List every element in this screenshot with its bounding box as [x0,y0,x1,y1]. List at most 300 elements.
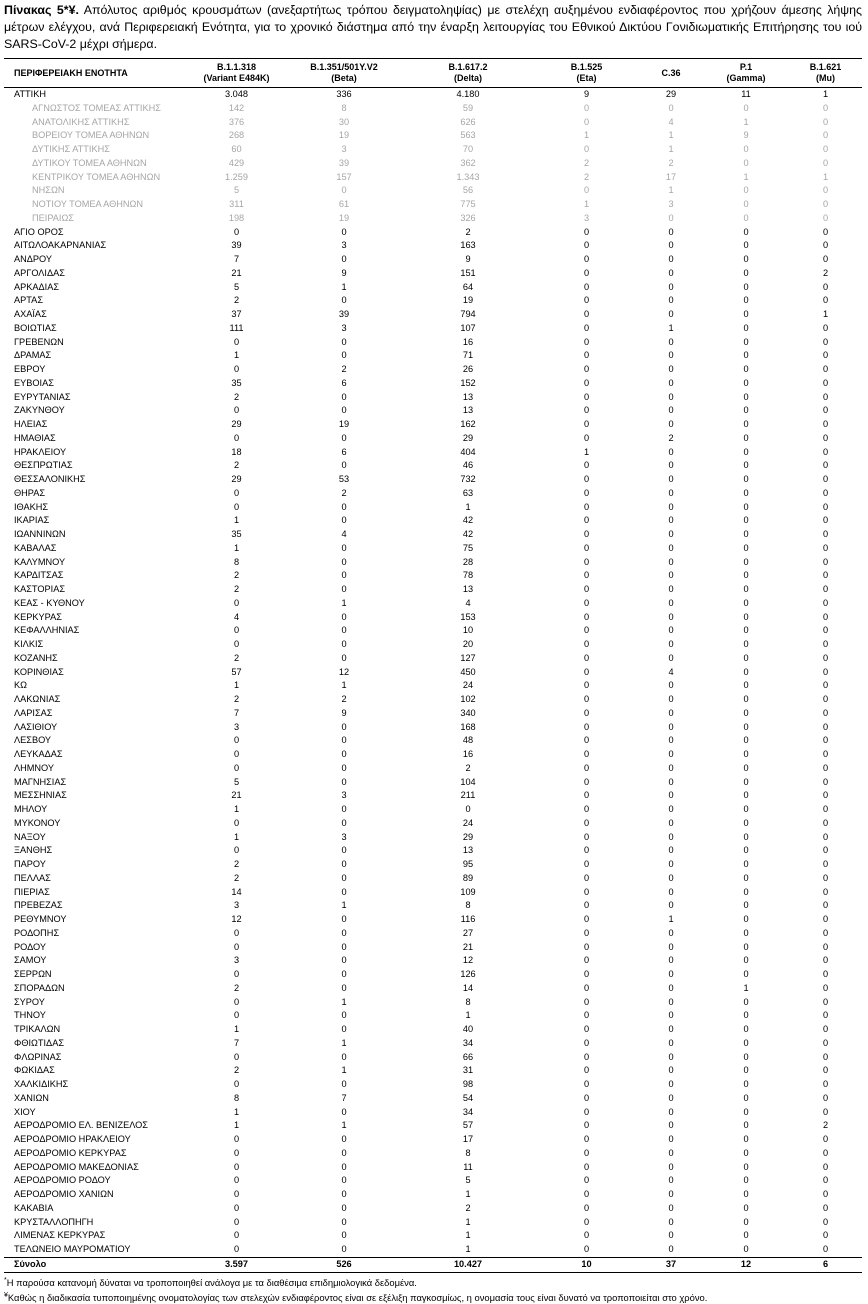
case-count: 0 [341,1175,347,1186]
region-name: ΙΩΑΝΝΙΝΩΝ [14,529,66,539]
column-header-text: (Eta) [576,73,597,83]
case-count: 0 [583,872,590,883]
region-name: ΝΟΤΙΟΥ ΤΟΜΕΑ ΑΘΗΝΩΝ [32,199,144,209]
case-count: 0 [583,474,590,484]
case-count: 0 [583,281,590,292]
case-count: 13 [462,405,474,416]
table-header [4,59,862,88]
region-name: ΔΥΤΙΚΗΣ ΑΤΤΙΚΗΣ [32,144,110,154]
case-count: 0 [668,254,674,264]
case-count: 61 [338,199,350,209]
case-count: 0 [668,762,674,773]
case-count: 0 [822,749,829,759]
case-count: 0 [822,1244,829,1254]
case-count: 0 [341,391,347,402]
case-count: 0 [822,102,829,113]
case-count: 0 [233,501,240,512]
case-count: 2 [233,584,240,594]
region-name: ΘΕΣΣΑΛΟΝΙΚΗΣ [14,474,86,484]
table-row [4,1023,862,1037]
region-name: ΑΕΡΟΔΡΟΜΙΟ ΕΛ. ΒΕΝΙΖΕΛΟΣ [14,1120,148,1131]
case-count: 0 [822,872,829,883]
case-count: 0 [743,474,749,484]
case-count: 0 [743,240,749,251]
case-count: 0 [668,955,674,966]
case-count: 0 [341,639,347,649]
case-count: 29 [231,474,242,484]
subregion-row [4,157,862,171]
case-count: 0 [583,1216,590,1227]
region-name: ΕΒΡΟΥ [14,364,46,374]
case-count: 0 [668,872,674,883]
subregion-row [4,184,862,198]
case-count: 2 [233,391,240,402]
column-header-text: P.1 [739,62,753,72]
case-count: 9 [465,254,471,264]
case-count: 0 [668,597,674,608]
table-row [4,1202,862,1216]
table-row [4,349,862,363]
case-count: 0 [233,762,240,773]
case-count: 16 [462,749,474,759]
table-row [4,996,862,1010]
region-name: ΑΝΔΡΟΥ [14,254,53,264]
column-header-variant [703,59,789,88]
case-count: 0 [668,336,674,347]
case-count: 0 [668,1092,674,1103]
table-row [4,583,862,597]
case-count: 0 [822,157,829,168]
region-name: ΛΑΣΙΘΙΟΥ [14,721,58,732]
case-count: 0 [743,199,749,209]
case-count: 0 [743,281,749,292]
case-count: 0 [583,969,590,979]
table-row [4,968,862,982]
case-count: 0 [822,625,829,636]
region-name: ΧΙΟΥ [14,1106,36,1117]
column-header-text: (Delta) [453,73,482,83]
case-count: 0 [583,419,590,429]
case-count: 0 [341,1189,347,1199]
case-count: 0 [668,776,674,787]
case-count: 0 [822,405,829,416]
case-count: 0 [822,1065,829,1076]
case-count: 0 [743,1010,749,1021]
case-count: 0 [341,1244,347,1254]
case-count: 0 [822,914,829,924]
case-count: 0 [743,969,749,979]
case-count: 0 [822,529,829,539]
region-name: ΗΜΑΘΙΑΣ [14,432,56,443]
table-body [4,88,862,1273]
case-count: 66 [462,1051,474,1062]
table-row [4,886,862,900]
case-count: 0 [822,1161,829,1172]
case-count: 0 [233,1147,240,1158]
column-header-text: C.36 [661,67,681,78]
case-count: 4 [465,597,471,608]
case-count: 116 [460,914,476,924]
case-count: 1 [341,1065,347,1076]
table-row [4,377,862,391]
case-count: 4 [668,116,674,127]
case-count: 0 [743,144,749,154]
case-count: 0 [341,542,347,553]
case-count: 0 [668,1106,674,1117]
subregion-row [4,212,862,226]
case-count: 376 [228,116,245,127]
case-count: 0 [743,1079,749,1089]
table-row [4,336,862,350]
case-count: 13 [462,845,474,856]
case-count: 0 [583,790,590,801]
case-count: 2 [822,267,829,278]
case-count: 53 [338,474,350,484]
case-count: 107 [460,322,476,333]
table-row [4,748,862,762]
case-count: 0 [583,460,590,471]
case-count: 10.427 [402,1257,534,1272]
case-count: 8 [465,996,471,1007]
case-count: 54 [462,1092,474,1103]
case-count: 0 [822,391,829,402]
case-count: 0 [583,529,590,539]
case-count: 5 [233,185,240,196]
region-name: ΡΕΘΥΜΝΟΥ [14,914,67,924]
case-count: 0 [583,817,590,828]
case-count: 0 [743,529,749,539]
table-row [4,542,862,556]
case-count: 46 [462,460,474,471]
case-count: 6 [341,377,347,388]
column-header-variant [187,59,286,88]
case-count: 0 [668,501,674,512]
case-count: 0 [583,639,590,649]
region-name: ΤΕΛΩΝΕΙΟ ΜΑΥΡΟΜΑΤΙΟΥ [14,1244,131,1254]
case-count: 0 [341,1010,347,1021]
case-count: 60 [231,144,242,154]
case-count: 12 [703,1257,789,1272]
case-count: 0 [822,116,829,127]
table-row [4,666,862,680]
case-count: 0 [743,639,749,649]
table-row [4,556,862,570]
case-count: 0 [583,350,590,361]
table-row [4,501,862,515]
case-count: 0 [668,969,674,979]
region-name: ΤΡΙΚΑΛΩΝ [14,1024,61,1034]
case-count: 0 [668,927,674,938]
case-count: 3 [668,199,674,209]
case-count: 12 [231,914,242,924]
case-count: 0 [583,102,590,113]
case-count: 0 [668,804,674,814]
region-name: ΒΟΙΩΤΙΑΣ [14,322,57,333]
region-name: ΑΕΡΟΔΡΟΜΙΟ ΚΕΡΚΥΡΑΣ [14,1147,127,1158]
case-count: 0 [233,336,240,347]
table-row [4,638,862,652]
case-count: 19 [338,212,350,223]
table-row [4,1051,862,1065]
case-count: 0 [743,295,749,306]
case-count: 29 [462,432,474,443]
case-count: 0 [583,749,590,759]
case-count: 0 [668,487,674,498]
case-count: 42 [462,515,474,526]
case-count: 0 [233,1244,240,1254]
case-count: 0 [743,391,749,402]
case-count: 0 [668,405,674,416]
table-row [4,693,862,707]
table-row [4,982,862,996]
region-name: ΑΧΑΪΑΣ [14,309,47,319]
region-name: ΚΩ [14,680,27,691]
case-count: 0 [822,927,829,938]
case-count: 0 [822,831,829,842]
case-count: 0 [341,584,347,594]
case-count: 78 [462,570,474,581]
case-count: 2 [668,432,674,443]
case-count: 7 [233,254,240,264]
case-count: 0 [743,762,749,773]
case-count: 2 [233,694,240,704]
table-row [4,817,862,831]
case-count: 0 [822,1202,829,1213]
case-count: 40 [462,1024,474,1034]
case-count: 0 [341,432,347,443]
case-count: 1 [465,1189,471,1199]
case-count: 0 [668,996,674,1007]
case-count: 0 [743,1120,749,1131]
region-name: ΠΕΙΡΑΙΩΣ [32,212,74,223]
case-count: 0 [822,377,829,388]
case-count: 0 [822,1189,829,1199]
case-count: 0 [668,625,674,636]
case-count: 29 [231,419,242,429]
case-count: 0 [341,185,347,196]
column-header-text: (Beta) [331,73,357,83]
case-count: 1 [465,1010,471,1021]
case-count: 9 [341,267,347,278]
case-count: 0 [743,597,749,608]
table-row [4,1229,862,1243]
case-count: 0 [583,226,590,237]
region-name: ΑΡΓΟΛΙΔΑΣ [14,267,65,278]
table-row [4,899,862,913]
case-count: 21 [231,267,242,278]
subregion-row [4,171,862,185]
case-count: 0 [668,886,674,897]
case-count: 111 [229,322,244,333]
table-row [4,226,862,240]
case-count: 626 [460,116,476,127]
region-name: ΛΕΥΚΑΔΑΣ [14,749,63,759]
subregion-row [4,116,862,130]
case-count: 0 [822,639,829,649]
table-row [4,776,862,790]
case-count: 0 [233,1010,240,1021]
case-count: 1 [341,1037,347,1048]
case-count: 2 [341,694,347,704]
case-count: 1 [341,597,347,608]
footnote-text: Καθώς η διαδικασία τυποποιημένης ονοματολογίας των στελεχών ενδιαφέροντος είναι σε εξέλιξη παγκοσμίως, η ονομασία τους είναι δυνατό να τροποποιείται στο χρόνο. [7,1292,708,1304]
region-name: ΛΗΜΝΟΥ [14,762,55,773]
case-count: 0 [341,1230,347,1241]
case-count: 0 [743,845,749,856]
case-count: 34 [462,1106,474,1117]
case-count: 1 [583,130,590,141]
case-count: 10 [462,625,474,636]
case-count: 0 [822,1037,829,1048]
case-count: 0 [233,1175,240,1186]
case-count: 0 [341,886,347,897]
case-count: 0 [583,1161,590,1172]
case-count: 0 [743,996,749,1007]
case-count: 57 [231,666,242,677]
region-name: ΙΚΑΡΙΑΣ [14,515,50,526]
case-count: 0 [668,707,674,718]
case-count: 0 [465,804,471,814]
case-count: 21 [462,941,474,952]
case-count: 102 [460,694,476,704]
case-count: 48 [462,735,474,746]
case-count: 0 [743,680,749,691]
case-count: 0 [668,570,674,581]
case-count: 0 [822,350,829,361]
case-count: 0 [822,694,829,704]
case-count: 0 [822,845,829,856]
region-name: ΦΛΩΡΙΝΑΣ [14,1051,62,1062]
case-count: 0 [341,336,347,347]
region-name: ΛΑΚΩΝΙΑΣ [14,694,61,704]
case-count: 4 [341,529,347,539]
column-header-variant [639,59,703,88]
case-count: 0 [668,1216,674,1227]
footnotes [4,1274,862,1304]
case-count: 98 [462,1079,474,1089]
region-name: ΜΑΓΝΗΣΙΑΣ [14,776,67,787]
case-count: 1 [465,1244,471,1254]
case-count: 8 [233,556,240,567]
case-count: 0 [583,707,590,718]
region-name: ΠΙΕΡΙΑΣ [14,886,50,897]
case-count: 0 [341,295,347,306]
case-count: 0 [668,831,674,842]
case-count: 0 [822,1024,829,1034]
case-count: 0 [743,1065,749,1076]
case-count: 0 [233,1189,240,1199]
case-count: 0 [822,460,829,471]
region-name: ΣΑΜΟΥ [14,955,47,966]
case-count: 0 [822,900,829,911]
region-name: ΖΑΚΥΝΘΟΥ [14,405,65,416]
header-row [4,59,862,88]
case-count: 0 [583,694,590,704]
case-count: 0 [583,900,590,911]
case-count: 2 [233,872,240,883]
table-row [4,1133,862,1147]
case-count: 450 [460,666,476,677]
case-count: 0 [822,432,829,443]
region-name: ΑΙΤΩΛΟΑΚΑΡΝΑΝΙΑΣ [14,240,107,251]
table-caption: Απόλυτος αριθμός κρουσμάτων (ανεξαρτήτως τρόπου δειγματοληψίας) με στελέχη αυξημένου ενδιαφέροντος που χρήζουν άμεσης λήψης μέτρων ελέγχου, ανά Περιφερειακή Ενότητα, για το χρονικό διάστημα από την έναρξη λειτουργίας του Εθνικού Δικτύου Γονιδιωματικής Επιτήρησης του ιού SARS-CoV-2 μέχρι σήμερα. [4,3,862,51]
table-row [4,831,862,845]
case-count: 0 [743,254,749,264]
case-count: 2 [465,226,471,237]
case-count: 1 [743,116,749,127]
region-name: ΚΑΡΔΙΤΣΑΣ [14,570,64,581]
case-count: 0 [822,1106,829,1117]
table-row [4,1037,862,1051]
column-header-variant [534,59,639,88]
region-name: ΚΑΛΥΜΝΟΥ [14,556,66,567]
case-count: 0 [743,652,749,663]
subregion-row [4,129,862,143]
case-count: 0 [743,1161,749,1172]
region-name: ΔΥΤΙΚΟΥ ΤΟΜΕΑ ΑΘΗΝΩΝ [32,157,147,168]
case-count: 6 [789,1257,862,1272]
case-count: 0 [822,996,829,1007]
case-count: 24 [462,680,474,691]
case-count: 0 [822,364,829,374]
case-count: 3 [233,900,240,911]
case-count: 0 [668,584,674,594]
case-count: 2 [465,762,471,773]
case-count: 0 [341,1161,347,1172]
column-header-text: B.1.351/501Y.V2 [310,62,378,72]
region-name: ΗΛΕΙΑΣ [14,419,48,429]
case-count: 0 [583,254,590,264]
table-row [4,721,862,735]
case-count: 0 [668,1120,674,1131]
table-row [4,418,862,432]
case-count: 0 [822,680,829,691]
table-row [4,308,862,322]
case-count: 0 [341,1202,347,1213]
case-count: 9 [743,130,749,141]
case-count: 0 [822,1092,829,1103]
case-count: 0 [583,364,590,374]
case-count: 0 [743,872,749,883]
region-name: ΠΡΕΒΕΖΑΣ [14,900,63,911]
column-header-text: (Gamma) [726,73,766,83]
case-count: 35 [231,377,242,388]
case-count: 0 [743,336,749,347]
case-count: 0 [668,377,674,388]
case-count: 3 [233,721,240,732]
table-row [4,1119,862,1133]
column-header-variant [286,59,402,88]
region-name: ΜΕΣΣΗΝΙΑΣ [14,790,67,801]
case-count: 0 [668,639,674,649]
case-count: 18 [231,446,242,457]
region-name: ΛΙΜΕΝΑΣ ΚΕΡΚΥΡΑΣ [14,1230,106,1241]
case-count: 2 [233,652,240,663]
case-count: 0 [583,1202,590,1213]
table-row [4,1009,862,1023]
case-count: 0 [822,556,829,567]
case-count: 0 [743,927,749,938]
region-name: ΚΕΦΑΛΛΗΝΙΑΣ [14,625,80,636]
case-count: 127 [460,652,476,663]
case-count: 0 [822,474,829,484]
region-name: ΑΡΤΑΣ [14,295,43,306]
case-count: 1 [668,185,674,196]
case-count: 153 [460,611,476,622]
case-count: 0 [822,226,829,237]
case-count: 35 [231,529,242,539]
region-name: ΚΑΒΑΛΑΣ [14,542,57,553]
